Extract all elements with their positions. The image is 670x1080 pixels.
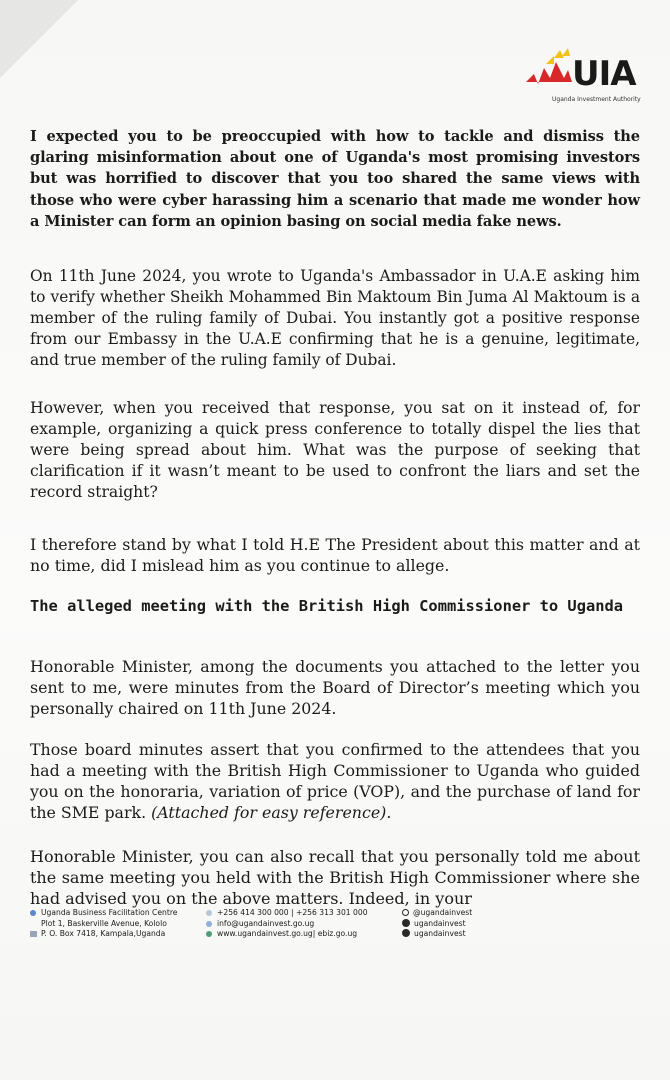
- email-icon: [206, 921, 212, 927]
- phone-icon: [206, 910, 212, 916]
- footer-social-2: ugandainvest: [414, 918, 466, 928]
- paragraph-2: On 11th June 2024, you wrote to Uganda's Ambassador in U.A.E asking him to verify whether Sheikh Mohammed Bin Maktoum Bin Juma Al Maktoum is a member of the ruling family of Dubai. You instantly got a positive response from our Embassy in the U.A.E confirming that he is a genuine, legitimate, and true member of the ruling family of Dubai.: [30, 267, 640, 369]
- paragraph-1: I expected you to be preoccupied with how to tackle and dismiss the glaring misinformation about one of Uganda's most promising investors but was horrified to discover that you too shared the same views with those who were cyber harassing him a scenario that made me wonder how a Minister can form an opinion basing on social media fake news.: [30, 128, 640, 230]
- footer-address: [30, 908, 177, 940]
- footer-address-line1: Plot 1, Baskerville Avenue, Kololo: [41, 918, 167, 928]
- footer-phone: +256 414 300 000 | +256 313 301 000: [217, 908, 368, 917]
- footer-social-3: ugandainvest: [414, 929, 466, 939]
- section-heading: The alleged meeting with the British High Commissioner to Uganda: [30, 597, 624, 615]
- footer-website: www.ugandainvest.go.ug| ebiz.go.ug: [217, 929, 358, 939]
- location-icon: [30, 910, 36, 916]
- facebook-icon: [402, 919, 410, 927]
- paragraph-6-italic: (Attached for easy reference).: [151, 803, 392, 822]
- footer-email: info@ugandainvest.go.ug: [217, 918, 315, 928]
- paragraph-6: [30, 739, 640, 823]
- globe-icon: [206, 931, 212, 937]
- mailbox-icon: [30, 931, 37, 937]
- paragraph-4: I therefore stand by what I told H.E The President about this matter and at no time, did I mislead him as you continue to allege.: [30, 535, 640, 575]
- logo-text: UIA: [572, 54, 636, 94]
- letterhead-footer: [24, 908, 644, 958]
- footer-org-name: Uganda Business Facilitation Centre: [41, 908, 178, 917]
- paragraph-5: Honorable Minister, among the documents you attached to the letter you sent to me, were minutes from the Board of Director’s meeting which you personally chaired on 11th June 2024.: [30, 657, 640, 718]
- logo-tagline: Uganda Investment Authority: [552, 96, 641, 103]
- instagram-icon: [402, 929, 410, 937]
- footer-social-1: @ugandainvest: [413, 908, 473, 917]
- paragraph-3: However, when you received that response, you sat on it instead of, for example, organizing a quick press conference to totally dispel the lies that were being spread about him. What was the purpose of seeking that clarification if it wasn’t meant to be used to confront the liars and set the record straight?: [30, 399, 640, 501]
- twitter-icon: [402, 909, 409, 916]
- footer-social: [402, 908, 472, 940]
- paragraph-7: Honorable Minister, you can also recall that you personally told me about the same meeting you held with the British High Commissioner where she had advised you on the above matters. Indeed, in your: [30, 847, 640, 908]
- footer-address-line2: P. O. Box 7418, Kampala,Uganda: [41, 929, 166, 939]
- folded-corner: [0, 0, 78, 78]
- paragraph-6-text: Those board minutes assert that you confirmed to the attendees that you had a meeting with the British High Commissioner to Uganda who guided you on the honoraria, variation of price (VOP), and the purchase of land for the SME park.: [30, 740, 640, 822]
- uia-logo: [524, 48, 641, 108]
- footer-contacts: [206, 908, 368, 940]
